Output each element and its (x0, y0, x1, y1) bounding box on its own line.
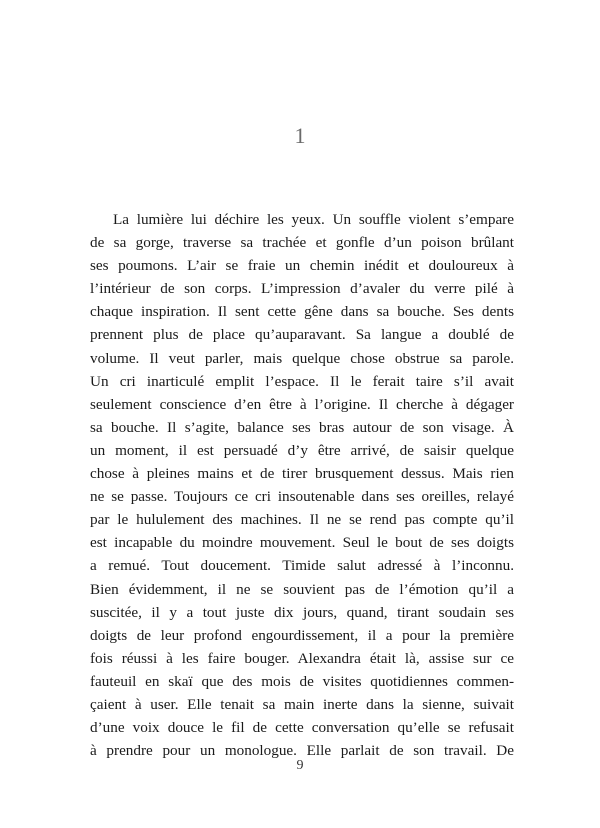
text-line: d’une voix douce le fil de cette conversation qu’elle se refusait (90, 719, 514, 737)
text-line: chose à pleines mains et de tirer brusquement dessus. Mais rien (90, 465, 514, 483)
text-line: de sa gorge, traverse sa trachée et gonfle d’un poison brûlant (90, 234, 514, 252)
text-line: prennent plus de place qu’auparavant. Sa langue a doublé de (90, 326, 514, 344)
text-line: a remué. Tout doucement. Timide salut adressé à l’inconnu. (90, 557, 514, 575)
text-line: doigts de leur profond engourdissement, il a pour la première (90, 626, 514, 644)
text-line: est incapable du moindre mouvement. Seul le bout de ses doigts (90, 534, 514, 552)
text-line: par le hululement des machines. Il ne se rend pas compte qu’il (90, 511, 514, 529)
text-line: seulement conscience d’en être à l’origine. Il cherche à dégager (90, 395, 514, 413)
text-line: La lumière lui déchire les yeux. Un souffle violent s’empare (113, 211, 514, 228)
chapter-number: 1 (294, 123, 306, 148)
body-paragraph (90, 208, 514, 762)
text-line: un moment, il est persuadé d’y être arrivé, de saisir quelque (90, 441, 514, 459)
text-line: ne se passe. Toujours ce cri insoutenable dans ses oreilles, relayé (90, 488, 514, 506)
text-line: sa bouche. Il s’agite, balance ses bras autour de son visage. À (90, 418, 514, 436)
text-line: fauteuil en skaï que des mois de visites quotidiennes commen- (90, 672, 514, 690)
text-line: chaque inspiration. Il sent cette gêne dans sa bouche. Ses dents (90, 303, 514, 321)
text-line: fois réussi à les faire bouger. Alexandra était là, assise sur ce (90, 649, 514, 667)
text-line: l’intérieur de son corps. L’impression d’avaler du verre pilé à (90, 280, 514, 298)
page-number: 9 (296, 758, 304, 773)
text-line: Bien évidemment, il ne se souvient pas de l’émotion qu’il a (90, 580, 514, 598)
text-line: çaient à user. Elle tenait sa main inerte dans la sienne, suivait (90, 695, 514, 713)
text-line: suscitée, il y a tout juste dix jours, quand, tirant soudain ses (90, 603, 514, 621)
text-line: volume. Il veut parler, mais quelque chose obstrue sa parole. (90, 349, 514, 367)
text-line: ses poumons. L’air se fraie un chemin inédit et douloureux à (90, 257, 514, 275)
text-line: à prendre pour un monologue. Elle parlait de son travail. De (90, 742, 514, 760)
text-line: Un cri inarticulé emplit l’espace. Il le ferait taire s’il avait (90, 372, 514, 390)
